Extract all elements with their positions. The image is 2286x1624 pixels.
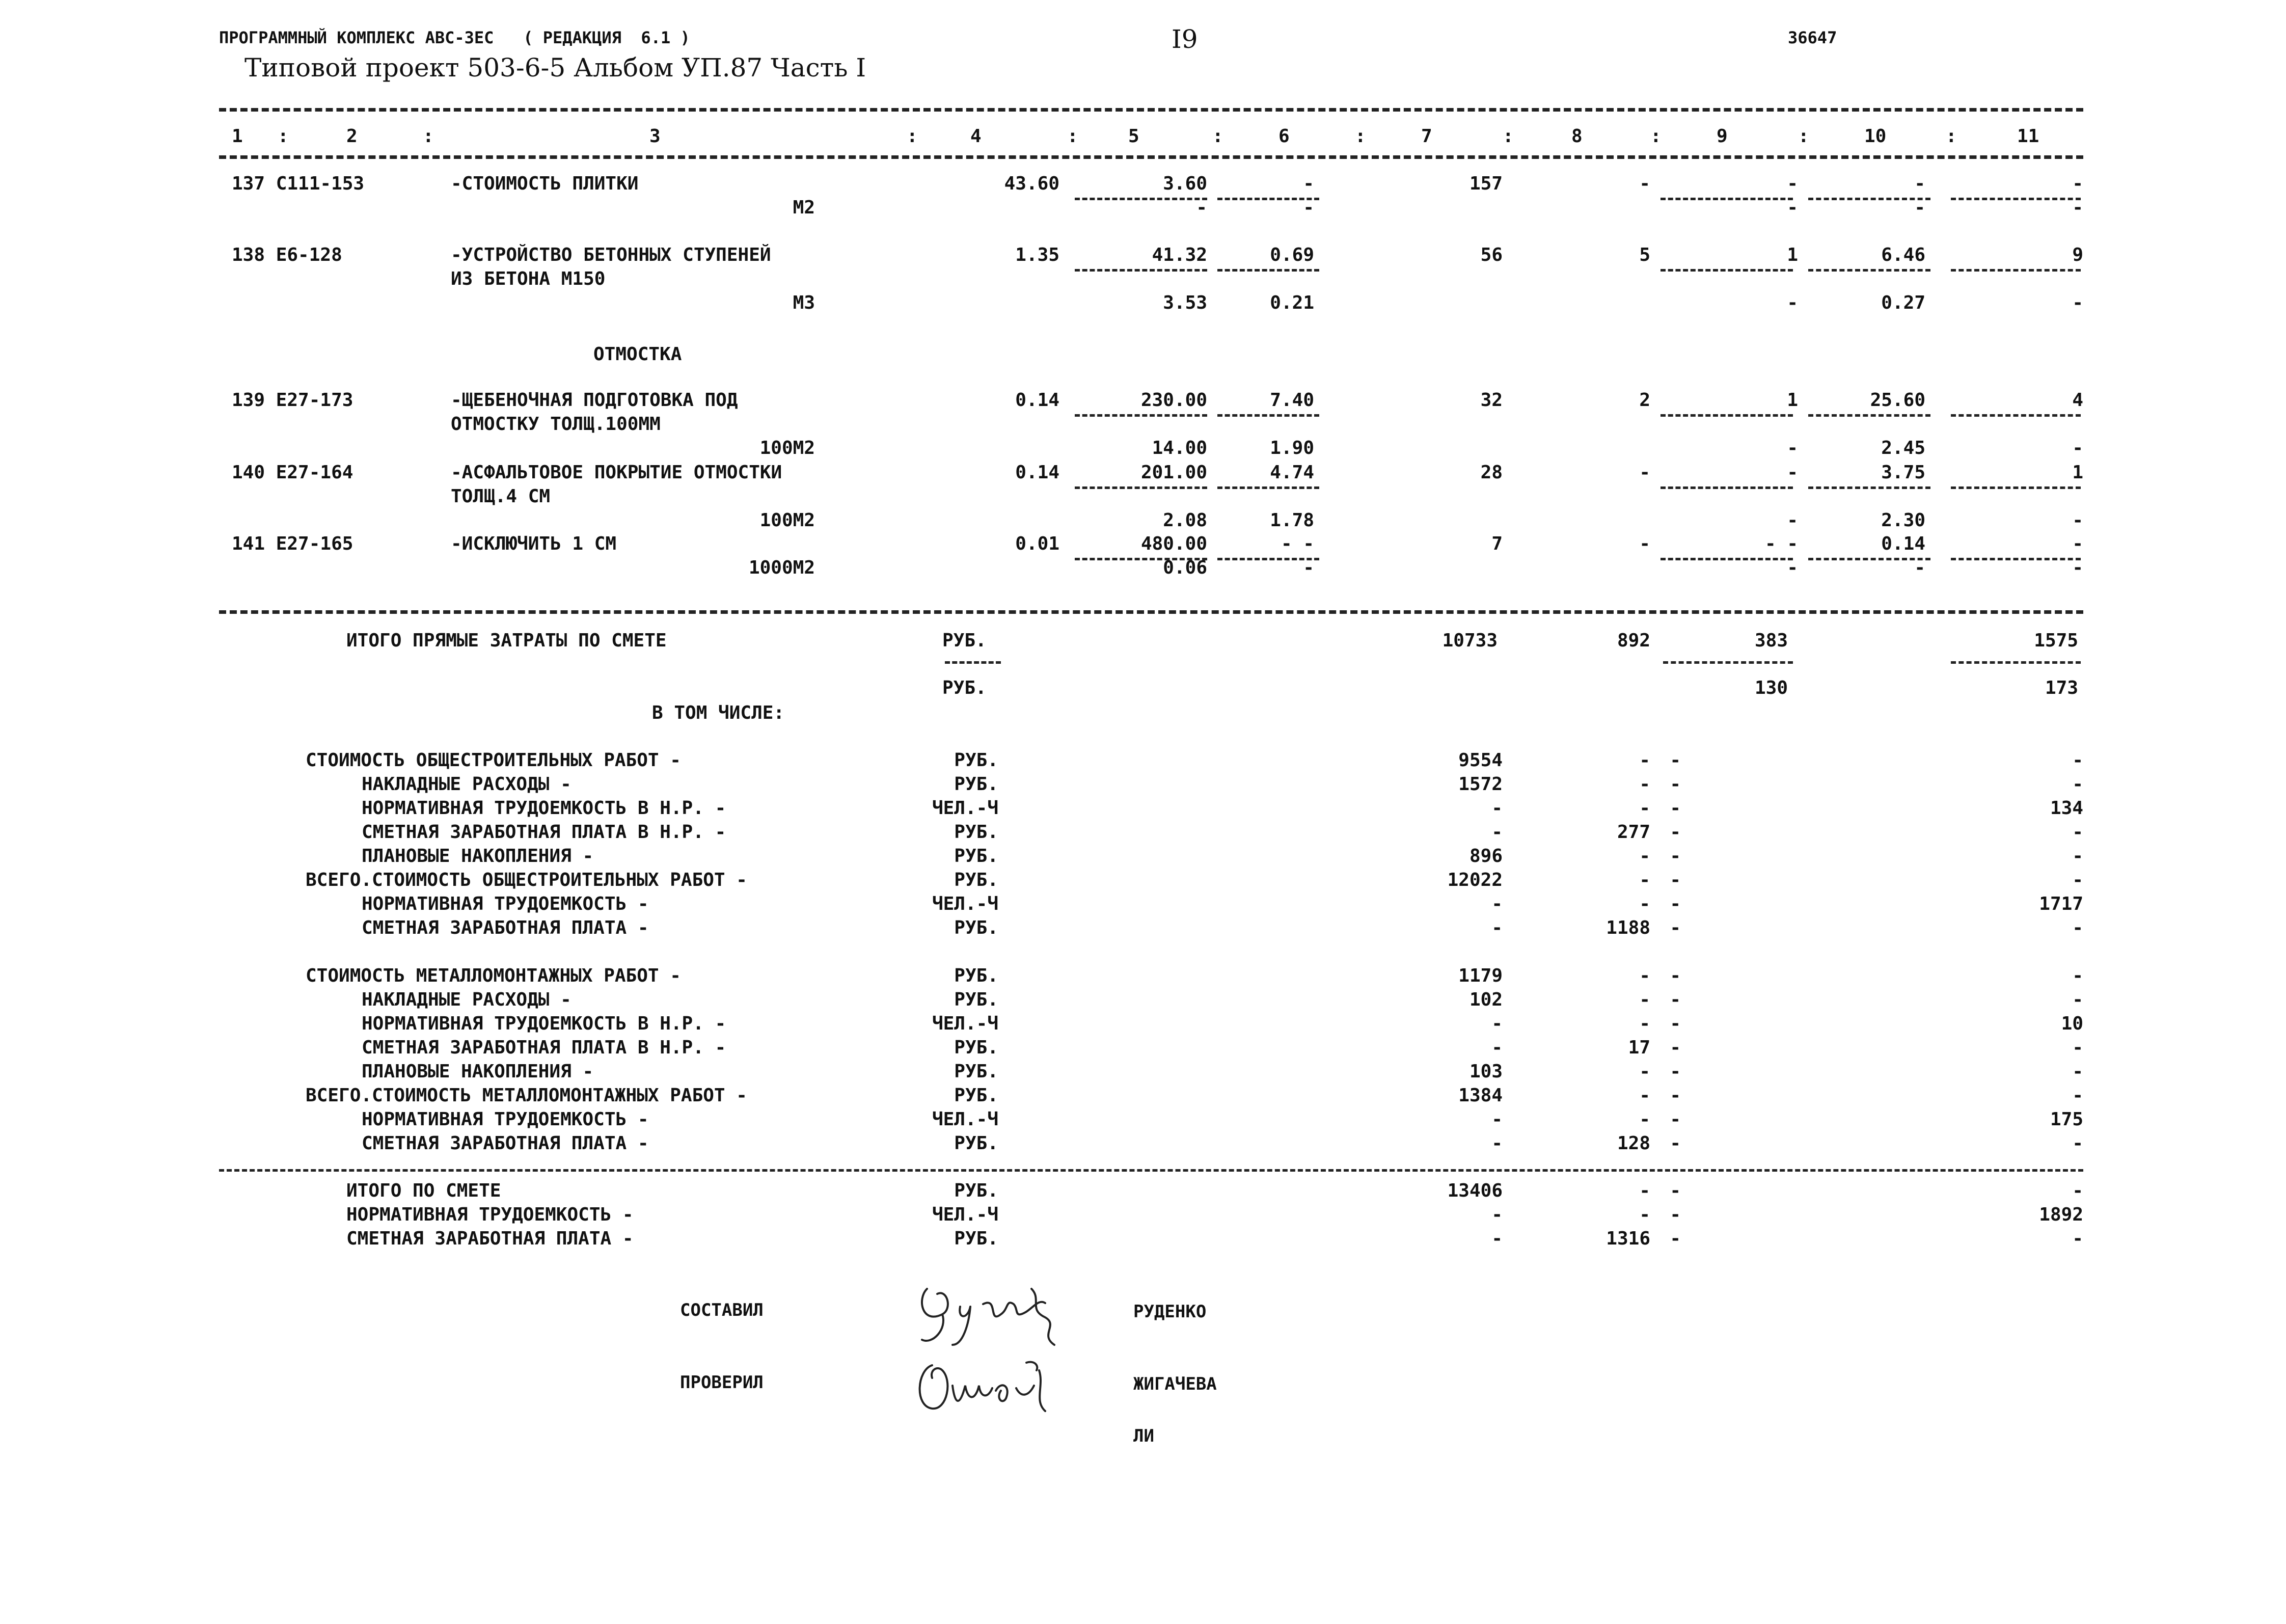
cell-c6: 0.69 [1270, 245, 1314, 265]
summary-col11: - [2072, 1085, 2083, 1106]
summary-col11: 175 [2050, 1109, 2083, 1130]
cell-c7: 32 [1480, 390, 1503, 411]
summary-col7: 103 [1469, 1061, 1503, 1082]
summary-col11: 1892 [2039, 1204, 2083, 1225]
summary-col11: - [2072, 917, 2083, 938]
dash-separator [1217, 269, 1319, 272]
item-description: -УСТРОЙСТВО БЕТОННЫХ СТУПЕНЕЙ [451, 245, 771, 265]
cell-c5-sub: 14.00 [1152, 438, 1207, 458]
cell-c6-sub: - [1303, 557, 1314, 578]
column-header-6: 6 [1278, 126, 1290, 147]
direct-costs-col11b: 173 [2045, 678, 2078, 698]
cell-c6: - - [1281, 533, 1314, 554]
summary-label: ПЛАНОВЫЕ НАКОПЛЕНИЯ - [362, 846, 594, 867]
summary-col9: - [1670, 798, 1681, 819]
summary-label: НАКЛАДНЫЕ РАСХОДЫ - [362, 774, 572, 795]
totals-top-rule [219, 610, 2083, 614]
item-description: -СТОИМОСТЬ ПЛИТКИ [451, 173, 639, 194]
summary-col7: - [1491, 1133, 1503, 1154]
summary-col8: - [1639, 870, 1650, 890]
summary-col11: - [2072, 1037, 2083, 1058]
summary-col7: - [1491, 1013, 1503, 1034]
summary-unit: ЧЕЛ.-Ч [932, 1204, 998, 1225]
dash-separator [1808, 486, 1930, 489]
item-code: 137 С111-153 [232, 173, 365, 194]
item-description: ОТМОСТКУ ТОЛЩ.100ММ [451, 414, 661, 435]
summary-col8: - [1639, 1180, 1650, 1201]
cell-c10: 25.60 [1870, 390, 1925, 411]
summary-col7: 1572 [1458, 774, 1503, 795]
column-header-11: 11 [2017, 126, 2039, 147]
summary-label: НОРМАТИВНАЯ ТРУДОЕМКОСТЬ - [346, 1204, 634, 1225]
dash-separator [1661, 486, 1793, 489]
summary-label: ПЛАНОВЫЕ НАКОПЛЕНИЯ - [362, 1061, 594, 1082]
cell-c11: 9 [2072, 245, 2083, 265]
summary-unit: РУБ. [954, 822, 998, 843]
summary-col8: - [1639, 1204, 1650, 1225]
document-code: 36647 [1788, 28, 1837, 47]
summary-col9: - [1670, 846, 1681, 867]
cell-c5-sub: 3.53 [1163, 292, 1207, 313]
column-header-9: 9 [1717, 126, 1728, 147]
dash-separator [1217, 414, 1319, 417]
summary-unit: ЧЕЛ.-Ч [932, 894, 998, 914]
summary-col9: - [1670, 989, 1681, 1010]
dash-separator [1661, 198, 1793, 200]
summary-col7: 896 [1469, 846, 1503, 867]
cell-c6: 4.74 [1270, 462, 1314, 483]
summary-unit: ЧЕЛ.-Ч [932, 1013, 998, 1034]
column-header-5: 5 [1128, 126, 1139, 147]
direct-costs-unit-2: РУБ. [942, 678, 987, 698]
summary-unit: РУБ. [954, 1085, 998, 1106]
dash-separator [1663, 661, 1793, 664]
cell-c8: - [1639, 533, 1650, 554]
summary-label: НАКЛАДНЫЕ РАСХОДЫ - [362, 989, 572, 1010]
checked-label: ПРОВЕРИЛ [680, 1372, 764, 1393]
summary-col9: - [1670, 894, 1681, 914]
column-header-10: 10 [1864, 126, 1887, 147]
column-separator: : [1946, 126, 1957, 147]
summary-col11: - [2072, 989, 2083, 1010]
summary-col7: 1179 [1458, 965, 1503, 986]
item-description: ИЗ БЕТОНА М150 [451, 268, 606, 289]
cell-c9: - [1787, 462, 1798, 483]
summary-col9: - [1670, 965, 1681, 986]
dash-separator [1661, 269, 1793, 272]
unit: 100М2 [759, 438, 815, 458]
column-separator: : [1067, 126, 1078, 147]
dash-separator [1075, 198, 1207, 200]
summary-col9: - [1670, 774, 1681, 795]
direct-costs-col9b: 130 [1754, 678, 1788, 698]
section-title: ОТМОСТКА [593, 344, 682, 365]
item-code: 138 Е6-128 [232, 245, 342, 265]
item-description: -АСФАЛЬТОВОЕ ПОКРЫТИЕ ОТМОСТКИ [451, 462, 782, 483]
dash-separator [1808, 269, 1930, 272]
column-header-8: 8 [1571, 126, 1583, 147]
compiled-signature [912, 1268, 1085, 1355]
cell-c10-sub: - [1914, 197, 1925, 218]
dash-separator [1217, 558, 1319, 560]
summary-unit: РУБ. [954, 1133, 998, 1154]
checked-name: ЖИГАЧЕВА [1133, 1374, 1217, 1394]
compiled-label: СОСТАВИЛ [680, 1300, 764, 1320]
cell-c10-sub: 2.30 [1881, 510, 1925, 531]
column-header-1: 1 [232, 126, 243, 147]
cell-c10: 3.75 [1881, 462, 1925, 483]
summary-col11: - [2072, 870, 2083, 890]
item-code: 140 Е27-164 [232, 462, 353, 483]
project-title: Типовой проект 503-6-5 Альбом УП.87 Часть I [244, 53, 866, 83]
summary-col9: - [1670, 1037, 1681, 1058]
cell-c5-sub: - [1196, 197, 1207, 218]
cell-c11: - [2072, 173, 2083, 194]
column-header-7: 7 [1421, 126, 1432, 147]
dash-separator [1075, 269, 1207, 272]
direct-costs-col11: 1575 [2034, 630, 2078, 651]
cell-c7: 157 [1469, 173, 1503, 194]
summary-col11: - [2072, 1228, 2083, 1249]
extra-initials: ЛИ [1133, 1426, 1154, 1446]
dash-separator [1951, 414, 2081, 417]
summary-col7: 9554 [1458, 750, 1503, 771]
summary-label: НОРМАТИВНАЯ ТРУДОЕМКОСТЬ В Н.Р. - [362, 798, 726, 819]
item-code: 141 Е27-165 [232, 533, 353, 554]
summary-col9: - [1670, 1133, 1681, 1154]
summary-label: СМЕТНАЯ ЗАРАБОТНАЯ ПЛАТА - [362, 917, 649, 938]
column-separator: : [1650, 126, 1662, 147]
summary-col8: - [1639, 1109, 1650, 1130]
summary-unit: РУБ. [954, 917, 998, 938]
cell-c7: 28 [1480, 462, 1503, 483]
cell-c10: 0.14 [1881, 533, 1925, 554]
summary-unit: РУБ. [954, 1037, 998, 1058]
summary-col8: - [1639, 1085, 1650, 1106]
summary-col11: - [2072, 1133, 2083, 1154]
dash-separator [1075, 558, 1207, 560]
cell-c10: 6.46 [1881, 245, 1925, 265]
summary-col11: 10 [2061, 1013, 2083, 1034]
direct-costs-col7: 10733 [1442, 630, 1498, 651]
cell-c11: 1 [2072, 462, 2083, 483]
cell-c5: 201.00 [1140, 462, 1207, 483]
summary-col7: - [1491, 1204, 1503, 1225]
summary-col8: - [1639, 1013, 1650, 1034]
dash-separator [1661, 414, 1793, 417]
direct-costs-label: ИТОГО ПРЯМЫЕ ЗАТРАТЫ ПО СМЕТЕ [346, 630, 667, 651]
column-separator: : [907, 126, 918, 147]
summary-col8: 17 [1628, 1037, 1650, 1058]
program-line: ПРОГРАММНЫЙ КОМПЛЕКС АВС-3ЕС ( РЕДАКЦИЯ 6.1 ) [219, 28, 690, 47]
summary-col8: 128 [1617, 1133, 1650, 1154]
summary-col9: - [1670, 1204, 1681, 1225]
column-separator: : [1798, 126, 1809, 147]
summary-col7: - [1491, 798, 1503, 819]
cell-c5-sub: 2.08 [1163, 510, 1207, 531]
cell-c11-sub: - [2072, 438, 2083, 458]
dash-separator [1217, 198, 1319, 200]
dash-separator [1951, 269, 2081, 272]
including-label: В ТОМ ЧИСЛЕ: [652, 702, 785, 723]
summary-col8: 277 [1617, 822, 1650, 843]
summary-col8: 1188 [1606, 917, 1650, 938]
summary-col8: - [1639, 846, 1650, 867]
cell-c9: 1 [1787, 390, 1798, 411]
summary-label: НОРМАТИВНАЯ ТРУДОЕМКОСТЬ - [362, 894, 649, 914]
unit: М2 [793, 197, 815, 218]
summary-col11: - [2072, 1180, 2083, 1201]
column-header-4: 4 [970, 126, 982, 147]
cell-c6-sub: 0.21 [1270, 292, 1314, 313]
column-header-2: 2 [346, 126, 358, 147]
summary-col7: - [1491, 1109, 1503, 1130]
quantity: 1.35 [1015, 245, 1059, 265]
summary-col11: 134 [2050, 798, 2083, 819]
summary-label: ВСЕГО.СТОИМОСТЬ МЕТАЛЛОМОНТАЖНЫХ РАБОТ - [306, 1085, 747, 1106]
summary-unit: РУБ. [954, 965, 998, 986]
dash-separator [1217, 486, 1319, 489]
summary-unit: РУБ. [954, 774, 998, 795]
compiled-name: РУДЕНКО [1133, 1302, 1207, 1322]
summary-col8: - [1639, 750, 1650, 771]
cell-c7: 7 [1491, 533, 1503, 554]
summary-label: СТОИМОСТЬ МЕТАЛЛОМОНТАЖНЫХ РАБОТ - [306, 965, 681, 986]
cell-c9-sub: - [1787, 510, 1798, 531]
summary-col7: 12022 [1447, 870, 1503, 890]
dash-separator [1951, 198, 2081, 200]
summary-label: СМЕТНАЯ ЗАРАБОТНАЯ ПЛАТА - [362, 1133, 649, 1154]
summary-unit: ЧЕЛ.-Ч [932, 798, 998, 819]
column-separator: : [1503, 126, 1514, 147]
summary-col11: - [2072, 822, 2083, 843]
summary-label: СМЕТНАЯ ЗАРАБОТНАЯ ПЛАТА В Н.Р. - [362, 822, 726, 843]
summary-col7: - [1491, 1228, 1503, 1249]
cell-c11: 4 [2072, 390, 2083, 411]
cell-c9: - [1787, 173, 1798, 194]
quantity: 0.14 [1015, 390, 1059, 411]
summary-col7: - [1491, 894, 1503, 914]
summary-col9: - [1670, 870, 1681, 890]
dash-separator [1808, 414, 1930, 417]
direct-costs-unit: РУБ. [942, 630, 987, 651]
page-number: I9 [1172, 24, 1198, 54]
column-separator: : [1355, 126, 1366, 147]
direct-costs-col9: 383 [1754, 630, 1788, 651]
summary-unit: РУБ. [954, 989, 998, 1010]
summary-col7: - [1491, 1037, 1503, 1058]
summary-col8: 1316 [1606, 1228, 1650, 1249]
header-top-rule [219, 108, 2083, 112]
summary-label: ИТОГО ПО СМЕТЕ [346, 1180, 501, 1201]
cell-c5: 480.00 [1140, 533, 1207, 554]
summary-col11: 1717 [2039, 894, 2083, 914]
dash-separator [1951, 661, 2081, 664]
summary-col9: - [1670, 1180, 1681, 1201]
summary-col9: - [1670, 1061, 1681, 1082]
summary-col9: - [1670, 1109, 1681, 1130]
summary-col8: - [1639, 965, 1650, 986]
summary-unit: ЧЕЛ.-Ч [932, 1109, 998, 1130]
cell-c6-sub: - [1303, 197, 1314, 218]
summary-col11: - [2072, 774, 2083, 795]
cell-c7: 56 [1480, 245, 1503, 265]
summary-unit: РУБ. [954, 1061, 998, 1082]
summary-col9: - [1670, 917, 1681, 938]
summary-separator-rule [219, 1169, 2083, 1172]
summary-col8: - [1639, 1061, 1650, 1082]
summary-label: НОРМАТИВНАЯ ТРУДОЕМКОСТЬ В Н.Р. - [362, 1013, 726, 1034]
summary-col11: - [2072, 750, 2083, 771]
cell-c11-sub: - [2072, 557, 2083, 578]
summary-col7: 13406 [1447, 1180, 1503, 1201]
summary-unit: РУБ. [954, 1228, 998, 1249]
summary-unit: РУБ. [954, 846, 998, 867]
summary-col7: 1384 [1458, 1085, 1503, 1106]
cell-c9-sub: - [1787, 197, 1798, 218]
item-description: -ЩЕБЕНОЧНАЯ ПОДГОТОВКА ПОД [451, 390, 738, 411]
unit: М3 [793, 292, 815, 313]
item-code: 139 Е27-173 [232, 390, 353, 411]
cell-c6: 7.40 [1270, 390, 1314, 411]
checked-signature [912, 1350, 1095, 1426]
summary-label: ВСЕГО.СТОИМОСТЬ ОБЩЕСТРОИТЕЛЬНЫХ РАБОТ - [306, 870, 747, 890]
cell-c11-sub: - [2072, 197, 2083, 218]
summary-label: НОРМАТИВНАЯ ТРУДОЕМКОСТЬ - [362, 1109, 649, 1130]
cell-c9: - - [1764, 533, 1798, 554]
dash-separator [1951, 558, 2081, 560]
cell-c11-sub: - [2072, 292, 2083, 313]
cell-c10-sub: 2.45 [1881, 438, 1925, 458]
header-bottom-rule [219, 155, 2083, 159]
cell-c11-sub: - [2072, 510, 2083, 531]
column-separator: : [1212, 126, 1223, 147]
quantity: 43.60 [1004, 173, 1059, 194]
column-separator: : [423, 126, 434, 147]
cell-c9: 1 [1787, 245, 1798, 265]
cell-c10: - [1914, 173, 1925, 194]
summary-unit: РУБ. [954, 1180, 998, 1201]
dash-separator [1808, 558, 1930, 560]
dash-separator [1075, 414, 1207, 417]
cell-c10-sub: 0.27 [1881, 292, 1925, 313]
cell-c9-sub: - [1787, 292, 1798, 313]
cell-c5: 3.60 [1163, 173, 1207, 194]
unit: 1000М2 [748, 557, 815, 578]
summary-label: СТОИМОСТЬ ОБЩЕСТРОИТЕЛЬНЫХ РАБОТ - [306, 750, 681, 771]
summary-col8: - [1639, 774, 1650, 795]
summary-label: СМЕТНАЯ ЗАРАБОТНАЯ ПЛАТА - [346, 1228, 634, 1249]
summary-label: СМЕТНАЯ ЗАРАБОТНАЯ ПЛАТА В Н.Р. - [362, 1037, 726, 1058]
item-description: ТОЛЩ.4 СМ [451, 486, 551, 507]
cell-c6: - [1303, 173, 1314, 194]
direct-costs-col8: 892 [1617, 630, 1650, 651]
dash-separator [1075, 486, 1207, 489]
summary-col11: - [2072, 965, 2083, 986]
summary-col7: 102 [1469, 989, 1503, 1010]
column-separator: : [278, 126, 289, 147]
item-description: -ИСКЛЮЧИТЬ 1 СМ [451, 533, 617, 554]
cell-c8: - [1639, 462, 1650, 483]
summary-col8: - [1639, 798, 1650, 819]
cell-c11: - [2072, 533, 2083, 554]
dash-separator [945, 661, 1001, 664]
dash-separator [1661, 558, 1793, 560]
cell-c8: - [1639, 173, 1650, 194]
summary-col8: - [1639, 989, 1650, 1010]
dash-separator [1808, 198, 1930, 200]
quantity: 0.01 [1015, 533, 1059, 554]
cell-c9-sub: - [1787, 438, 1798, 458]
summary-col7: - [1491, 917, 1503, 938]
summary-col9: - [1670, 1228, 1681, 1249]
cell-c8: 2 [1639, 390, 1650, 411]
column-header-3: 3 [649, 126, 661, 147]
cell-c5: 41.32 [1152, 245, 1207, 265]
cell-c9-sub: - [1787, 557, 1798, 578]
cell-c6-sub: 1.78 [1270, 510, 1314, 531]
quantity: 0.14 [1015, 462, 1059, 483]
cell-c5: 230.00 [1140, 390, 1207, 411]
summary-col9: - [1670, 1013, 1681, 1034]
cell-c8: 5 [1639, 245, 1650, 265]
cell-c10-sub: - [1914, 557, 1925, 578]
summary-col9: - [1670, 822, 1681, 843]
summary-unit: РУБ. [954, 750, 998, 771]
unit: 100М2 [759, 510, 815, 531]
summary-col9: - [1670, 750, 1681, 771]
summary-col7: - [1491, 822, 1503, 843]
summary-col9: - [1670, 1085, 1681, 1106]
summary-col11: - [2072, 846, 2083, 867]
summary-unit: РУБ. [954, 870, 998, 890]
dash-separator [1951, 486, 2081, 489]
summary-col8: - [1639, 894, 1650, 914]
summary-col11: - [2072, 1061, 2083, 1082]
cell-c6-sub: 1.90 [1270, 438, 1314, 458]
cell-c5-sub: 0.06 [1163, 557, 1207, 578]
